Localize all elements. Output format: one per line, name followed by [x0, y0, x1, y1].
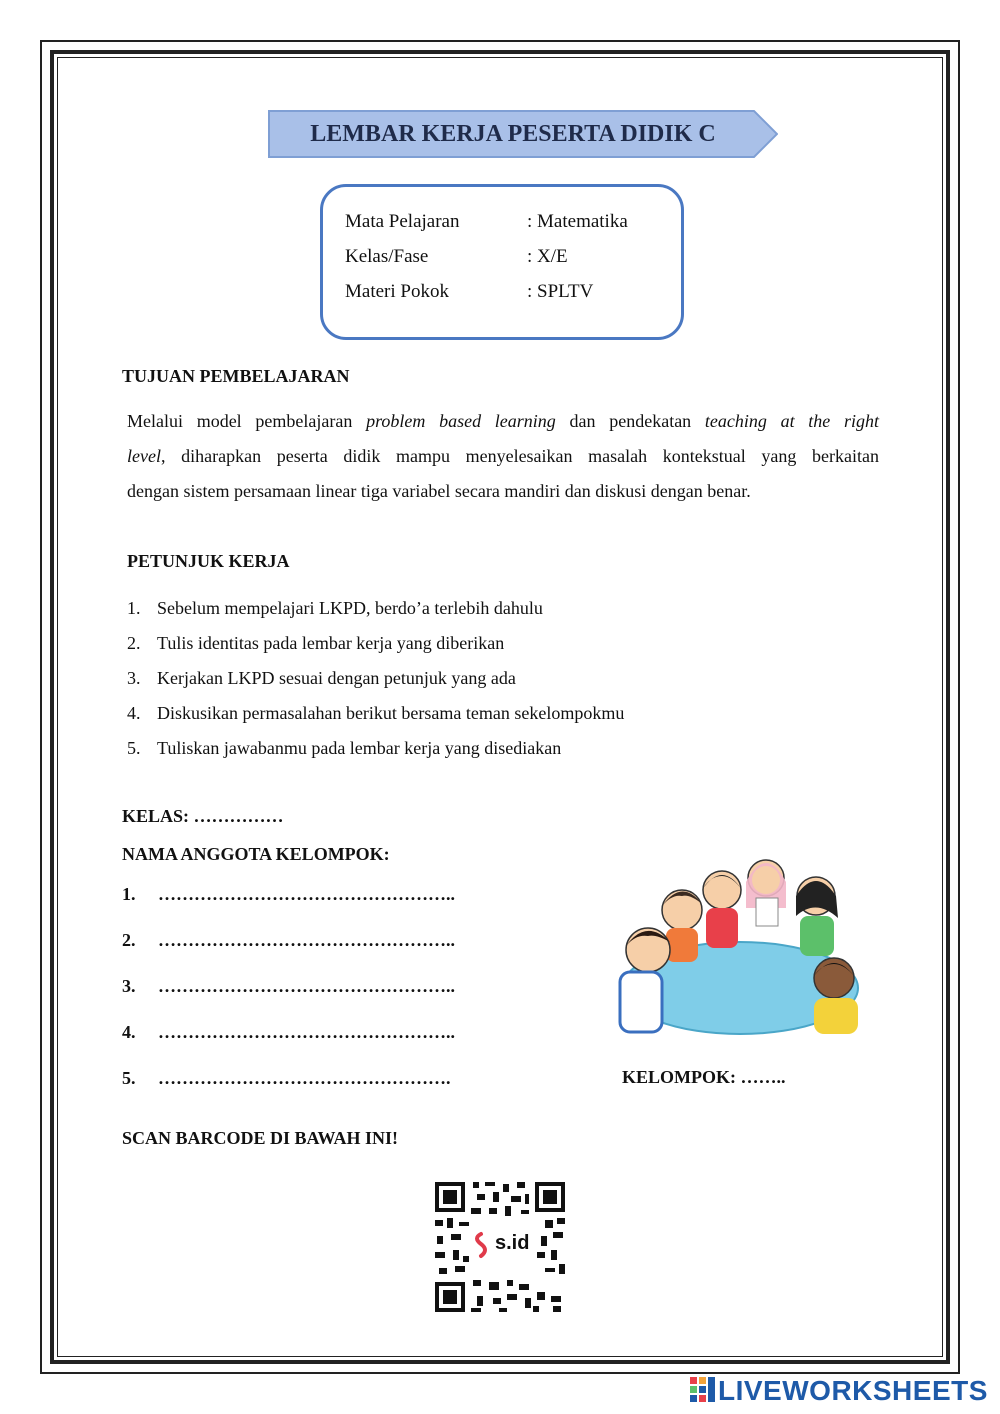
group-discussion-illustration	[610, 838, 870, 1048]
qr-code	[433, 1180, 567, 1314]
qr-logo-text: s.id	[495, 1232, 530, 1254]
member-line-1[interactable]: 1. …………………………………………..	[122, 884, 455, 904]
list-item: 3. Kerjakan LKPD sesuai dengan petunjuk yang ada	[127, 668, 516, 688]
scan-instruction: SCAN BARCODE DI BAWAH INI!	[122, 1128, 399, 1148]
info-value: : X/E	[527, 246, 568, 267]
info-box	[320, 184, 684, 340]
info-value: : Matematika	[527, 211, 628, 232]
info-label: Kelas/Fase	[345, 246, 429, 267]
petunjuk-heading: PETUNJUK KERJA	[127, 551, 290, 571]
kelas-field[interactable]: KELAS: ……………	[122, 806, 284, 826]
nama-anggota-heading: NAMA ANGGOTA KELOMPOK:	[122, 844, 390, 864]
liveworksheets-icon	[690, 1377, 716, 1407]
brand-name: LIVEWORKSHEETS	[718, 1375, 988, 1406]
list-item: 2. Tulis identitas pada lembar kerja yang diberikan	[127, 633, 505, 653]
info-label: Materi Pokok	[345, 281, 449, 302]
kelompok-field[interactable]: KELOMPOK: ……..	[622, 1067, 786, 1087]
member-line-5[interactable]: 5. ………………………………………….	[122, 1068, 451, 1088]
info-value: : SPLTV	[527, 281, 594, 302]
member-line-4[interactable]: 4. …………………………………………..	[122, 1022, 455, 1042]
list-item: 4. Diskusikan permasalahan berikut bersama teman sekelompokmu	[127, 703, 625, 723]
petunjuk-list	[127, 593, 624, 768]
tujuan-paragraph: Melalui model pembelajaran problem based learning dan pendekatan teaching at the right level, diharapkan peserta didik mampu menyelesaikan masalah kontekstual yang berkaitan dengan sistem persamaan linear tiga variabel secara mandiri dan diskusi dengan benar.	[127, 411, 879, 501]
member-line-2[interactable]: 2. …………………………………………..	[122, 930, 455, 950]
member-line-3[interactable]: 3. …………………………………………..	[122, 976, 455, 996]
page-title: LEMBAR KERJA PESERTA DIDIK C	[310, 121, 716, 147]
info-label: Mata Pelajaran	[345, 211, 460, 232]
list-item: 5. Tuliskan jawabanmu pada lembar kerja yang disediakan	[127, 738, 562, 758]
tujuan-heading: TUJUAN PEMBELAJARAN	[122, 366, 350, 386]
title-banner	[268, 110, 778, 158]
list-item: 1. Sebelum mempelajari LKPD, berdo’a terlebih dahulu	[127, 598, 543, 618]
